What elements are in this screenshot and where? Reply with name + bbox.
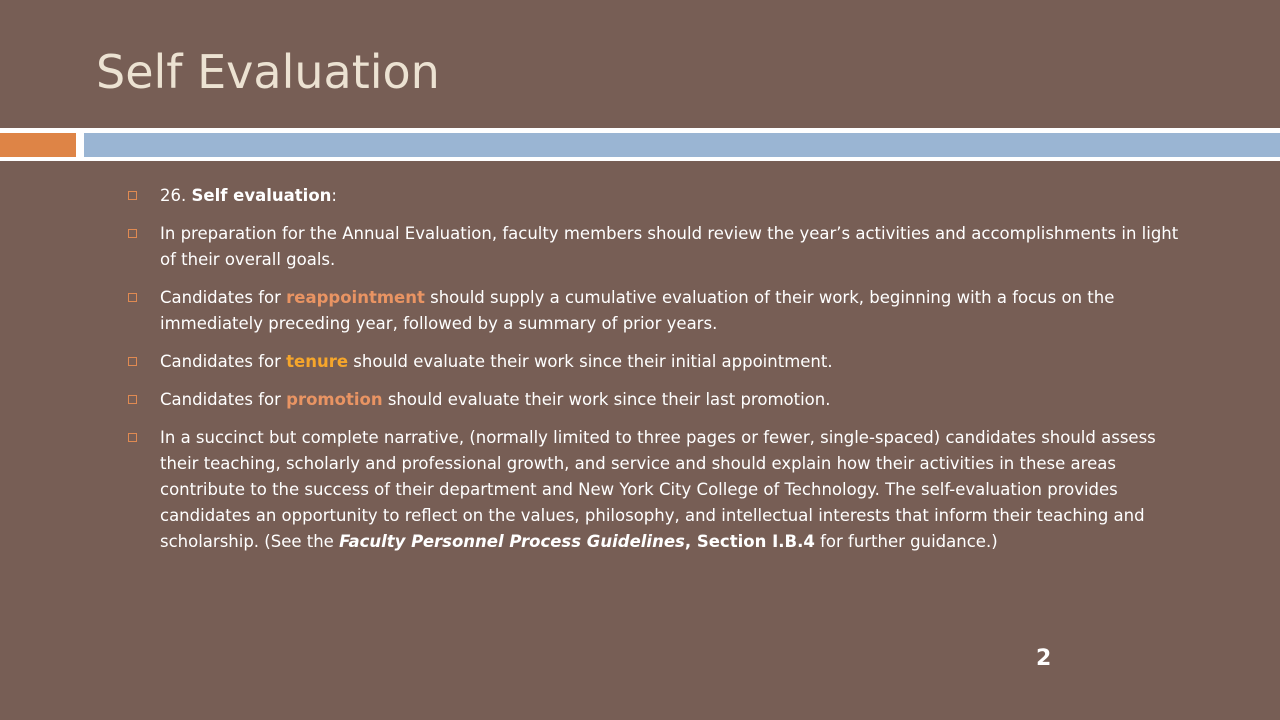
bullet-text-before: Candidates for xyxy=(160,352,287,371)
bullet-heading-bold: Self evaluation xyxy=(191,186,332,205)
orange-accent-bar xyxy=(0,133,76,157)
square-bullet-icon xyxy=(128,433,137,442)
highlight-reappointment: reappointment xyxy=(286,288,425,307)
guidelines-section: , Section I.B.4 xyxy=(684,532,815,551)
bullet-text-after: should evaluate their work since their initial appointment. xyxy=(348,352,833,371)
bullet-text-before: Candidates for xyxy=(160,390,287,409)
square-bullet-icon xyxy=(128,357,137,366)
square-bullet-icon xyxy=(128,395,137,404)
square-bullet-icon xyxy=(128,229,137,238)
bullet-self-evaluation-heading xyxy=(128,183,1180,209)
bullet-text-after: should evaluate their work since their last promotion. xyxy=(382,390,831,409)
square-bullet-icon xyxy=(128,191,137,200)
guidelines-title: Faculty Personnel Process Guidelines xyxy=(339,532,685,551)
page-number: 2 xyxy=(1036,646,1052,671)
bullet-text-before: Candidates for xyxy=(160,288,287,307)
bullet-preparation xyxy=(128,221,1180,273)
highlight-promotion: promotion xyxy=(286,390,383,409)
bullet-suffix: : xyxy=(331,186,337,205)
bullet-text: In preparation for the Annual Evaluation, faculty members should review the year’s activities and accomplishments in light of their overall goals. xyxy=(160,224,1179,269)
bullet-list xyxy=(128,183,1180,567)
blue-accent-bar xyxy=(84,133,1280,157)
slide-title: Self Evaluation xyxy=(96,45,440,99)
bullet-text-after: should supply a cumulative evaluation of their work, beginning with a focus on the immediately preceding year, followed by a summary of prior years. xyxy=(160,288,1115,333)
bullet-promotion xyxy=(128,387,1180,413)
bullet-text-end: for further guidance.) xyxy=(814,532,998,551)
bullet-tenure xyxy=(128,349,1180,375)
bullet-reappointment xyxy=(128,285,1180,337)
square-bullet-icon xyxy=(128,293,137,302)
bullet-narrative xyxy=(128,425,1180,555)
bullet-prefix: 26. xyxy=(160,186,192,205)
highlight-tenure: tenure xyxy=(286,352,349,371)
bullet-text: In a succinct but complete narrative, (normally limited to three pages or fewer, single-spaced) candidates should assess their teaching, scholarly and professional growth, and service and should explain how their activities in these areas contribute to the success of their department and New York City College of Technology. The self-evaluation provides candidates an opportunity to reflect on the values, philosophy, and intellectual interests that inform their teaching and scholarship. (See the xyxy=(160,428,1156,551)
